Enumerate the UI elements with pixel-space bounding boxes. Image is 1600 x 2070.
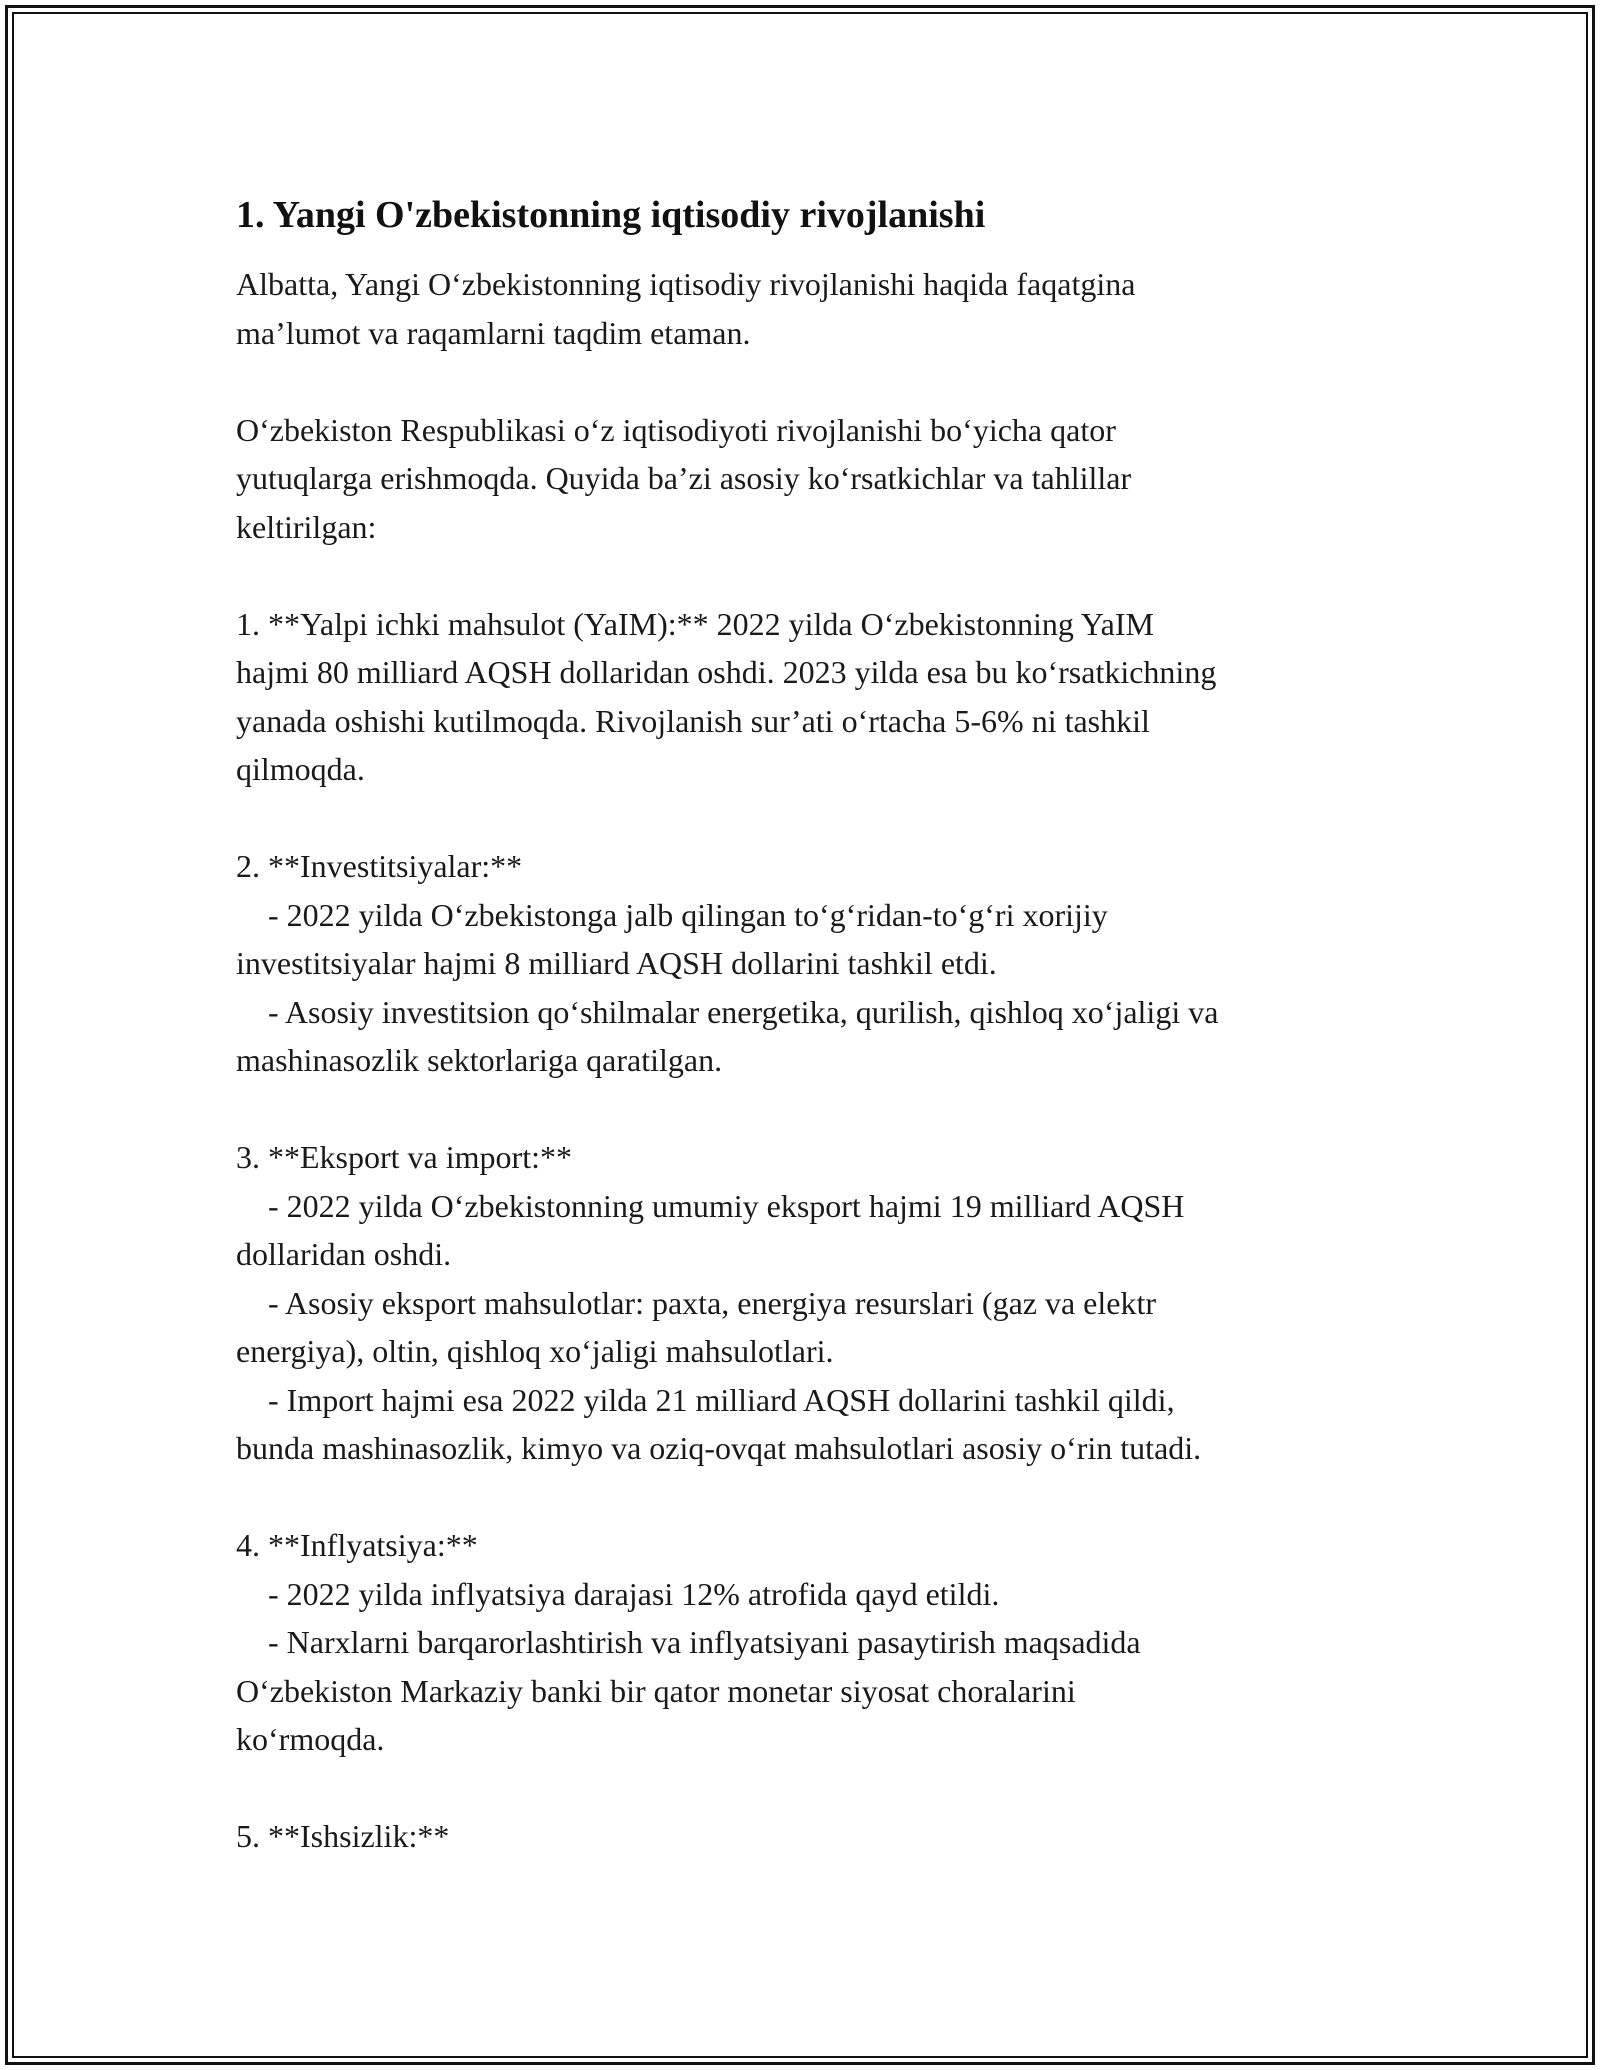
paragraph-investments: 2. **Investitsiyalar:** - 2022 yilda O‘zbekistonga jalb qilingan to‘g‘ridan-to‘g‘ri xorijiy investitsiyalar hajmi 8 milliard AQSH dollarini tashkil etdi. - Asosiy investitsion qo‘shilmalar energetika, qurilish, qishloq xo‘jaligi va mashinasozlik sektorlariga qaratilgan.: [236, 848, 1219, 1078]
paragraph-gdp: 1. **Yalpi ichki mahsulot (YaIM):** 2022 yilda O‘zbekistonning YaIM hajmi 80 milliard AQSH dollaridan oshdi. 2023 yilda esa bu ko‘rsatkichning yanada oshishi kutilmoqda. Rivojlanish sur’ati o‘rtacha 5-6% ni tashkil qilmoqda.: [236, 605, 1217, 787]
paragraph-inflation: 4. **Inflyatsiya:** - 2022 yilda inflyatsiya darajasi 12% atrofida qayd etildi. - Narxlarni barqarorlashtirish va inflyatsiyani pasaytirish maqsadida O‘zbekiston Markaziy banki bir qator monetar siyosat choralarini ko‘rmoqda.: [236, 1527, 1141, 1757]
paragraph-intro: Albatta, Yangi O‘zbekistonning iqtisodiy rivojlanishi haqida faqatgina ma’lumot va raqamlarni taqdim etaman.: [236, 266, 1136, 351]
document-title: 1. Yangi O'zbekistonning iqtisodiy rivojlanishi: [236, 194, 986, 236]
paragraph-unemployment: 5. **Ishsizlik:**: [236, 1818, 450, 1854]
paragraph-export-import: 3. **Eksport va import:** - 2022 yilda O‘zbekistonning umumiy eksport hajmi 19 milliard AQSH dollaridan oshdi. - Asosiy eksport mahsulotlar: paxta, energiya resurslari (gaz va elektr energiya), oltin, qishloq xo‘jaligi mahsulotlari. - Import hajmi esa 2022 yilda 21 milliard AQSH dollarini tashkil qildi, bunda mashinasozlik, kimyo va oziq-ovqat mahsulotlari asosiy o‘rin tutadi.: [236, 1139, 1202, 1466]
paragraph-overview: O‘zbekiston Respublikasi o‘z iqtisodiyoti rivojlanishi bo‘yicha qator yutuqlarga erishmoqda. Quyida ba’zi asosiy ko‘rsatkichlar va tahlillar keltirilgan:: [236, 411, 1132, 545]
document-body: [236, 190, 1376, 1861]
